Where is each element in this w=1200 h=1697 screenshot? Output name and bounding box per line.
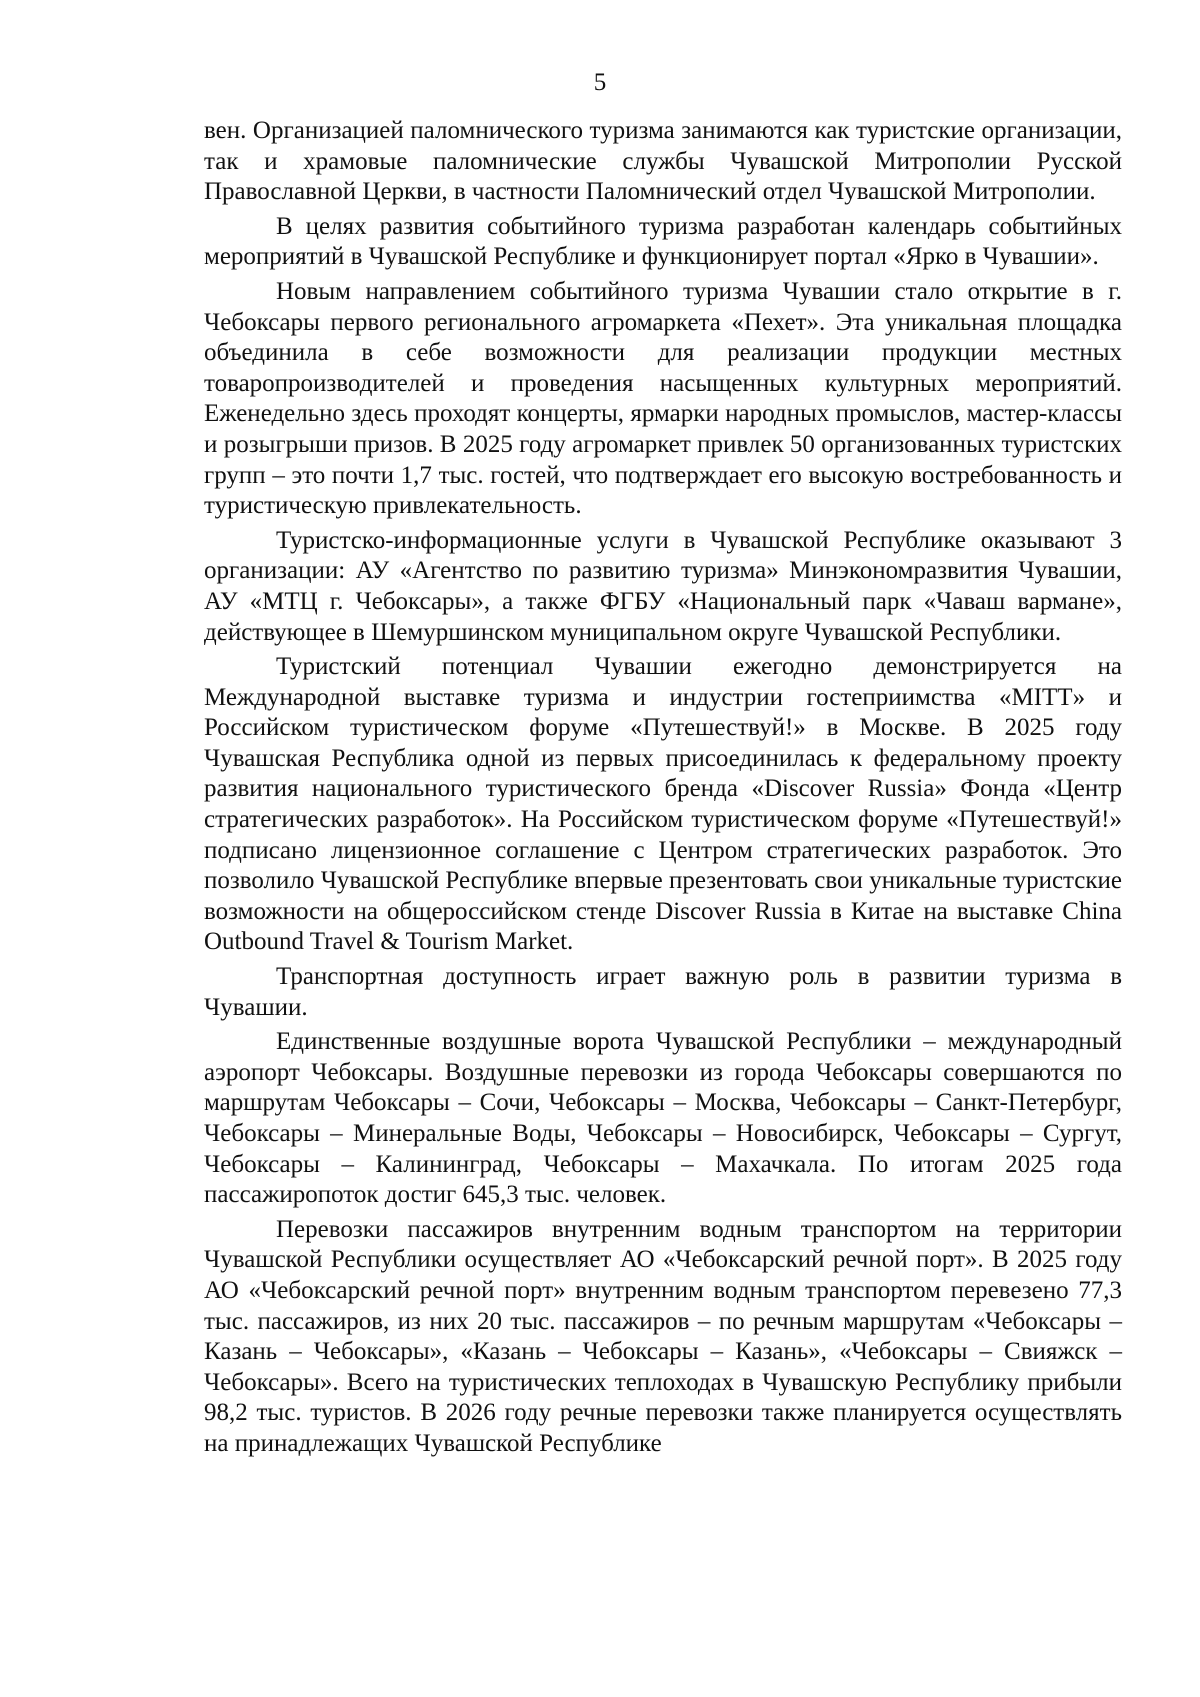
page-number: 5 — [593, 69, 607, 96]
paragraph-water-transport: Перевозки пассажиров внутренним водным транспортом на территории Чувашской Республики осуществляет АО «Чебоксарский речной порт». В 2025 году АО «Чебоксарский речной порт» внутренним водным транспортом перевезено 77,3 тыс. пассажиров, из них 20 тыс. пассажиров – по речным маршрутам «Чебоксары – Казань – Чебоксары», «Казань – Чебоксары – Казань», «Чебоксары – Свияжск – Чебоксары». Всего на туристических теплоходах в Чувашскую Республику прибыли 98,2 тыс. туристов. В 2026 году речные перевозки также планируется осуществлять на принадлежащих Чувашской Республике — [204, 1215, 1122, 1457]
paragraph-tourism-potential: Туристский потенциал Чувашии ежегодно демонстрируется на Международной выставке туризма и индустрии гостеприимства «MITT» и Российском туристическом форуме «Путешествуй!» в Москве. В 2025 году Чувашская Республика одной из первых присоединилась к федеральному проекту развития национального туристического бренда «Discover Russia» Фонда «Центр стратегических разработок». На Российском туристическом форуме «Путешествуй!» подписано лицензионное соглашение с Центром стратегических разработок. Это позволило Чувашской Республике впервые презентовать свои уникальные туристские возможности на общероссийском стенде Discover Russia в Китае на выставке China Outbound Travel & Tourism Market. — [204, 653, 1122, 956]
paragraph-information-services: Туристско-информационные услуги в Чувашской Республике оказывают 3 организации: АУ «Агентство по развитию туризма» Минэкономразвития Чувашии, АУ «МТЦ г. Чебоксары», а также ФГБУ «Национальный парк «Чаваш вармане», действующее в Шемуршинском муниципальном округе Чувашской Республики. — [204, 526, 1122, 646]
paragraph-agromarket: Новым направлением событийного туризма Чувашии стало открытие в г. Чебоксары первого регионального агромаркета «Пехет». Эта уникальная площадка объединила в себе возможности для реализации продукции местных товаропроизводителей и проведения насыщенных культурных мероприятий. Еженедельно здесь проходят концерты, ярмарки народных промыслов, мастер-классы и розыгрыши призов. В 2025 году агромаркет привлек 50 организованных туристских групп – это почти 1,7 тыс. гостей, что подтверждает его высокую востребованность и туристическую привлекательность. — [204, 277, 1122, 520]
paragraph-event-calendar: В целях развития событийного туризма разработан календарь событийных мероприятий в Чувашской Республике и функционирует портал «Ярко в Чувашии». — [204, 212, 1122, 271]
paragraph-airport: Единственные воздушные ворота Чувашской Республики – международный аэропорт Чебоксары. Воздушные перевозки из города Чебоксары совершаются по маршрутам Чебоксары – Сочи, Чебоксары – Москва, Чебоксары – Санкт-Петербург, Чебоксары – Минеральные Воды, Чебоксары – Новосибирск, Чебоксары – Сургут, Чебоксары – Калининград, Чебоксары – Махачкала. По итогам 2025 года пассажиропоток достиг 645,3 тыс. человек. — [204, 1028, 1122, 1209]
paragraph-transport-accessibility: Транспортная доступность играет важную роль в развитии туризма в Чувашии. — [204, 963, 1122, 1021]
body-text — [204, 116, 1122, 1464]
paragraph-pilgrimage-continued: вен. Организацией паломнического туризма занимаются как туристские организации, так и храмовые паломнические службы Чувашской Митрополии Русской Православной Церкви, в частности Паломнический отдел Чувашской Митрополии. — [204, 117, 1122, 206]
